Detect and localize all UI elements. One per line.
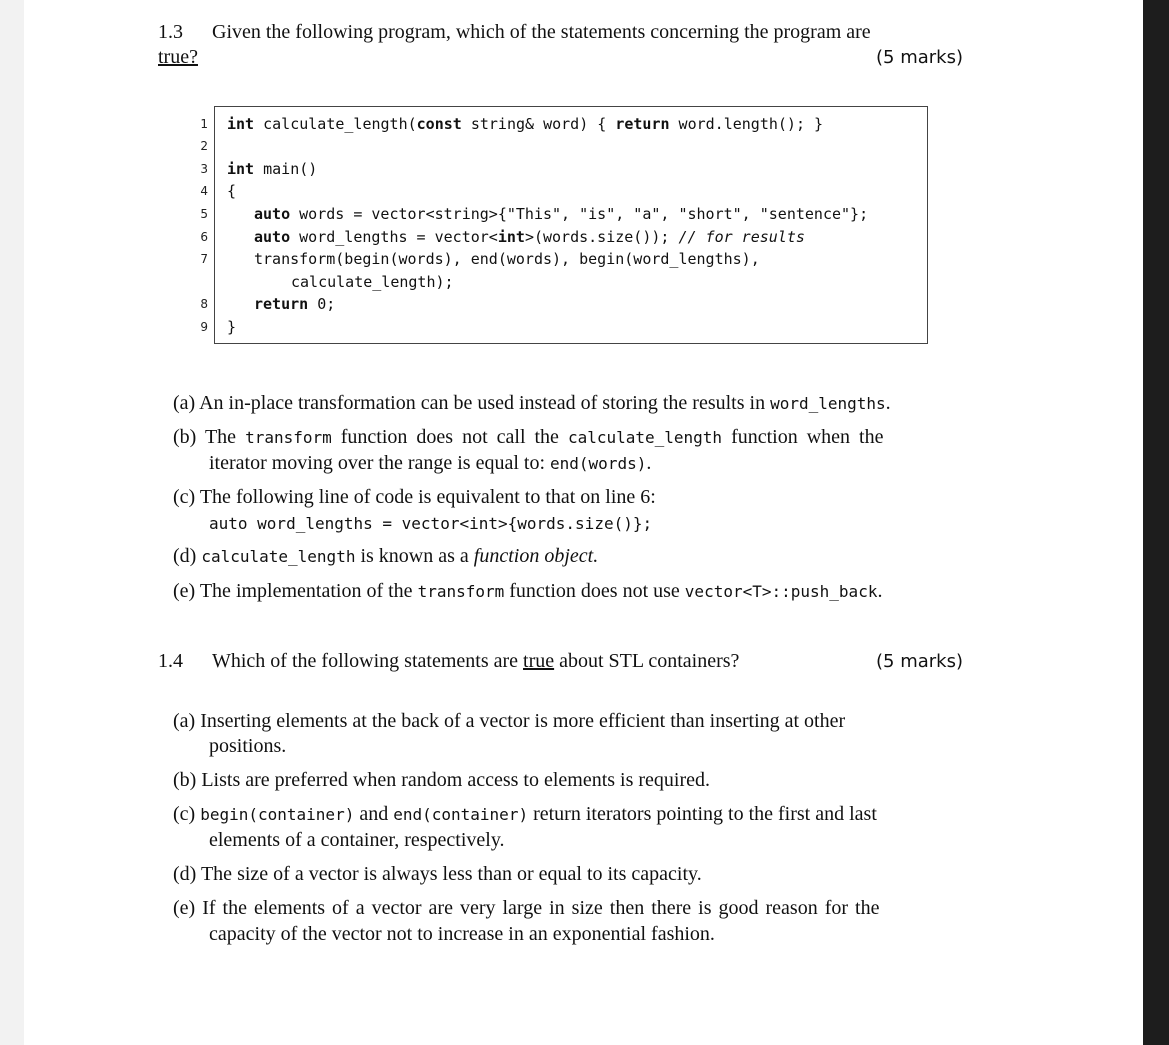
option-text: . — [646, 452, 652, 474]
line-number: 9 — [200, 320, 208, 334]
code-line-1 — [227, 115, 823, 133]
option-code: word_lengths — [770, 394, 886, 413]
option-text: function does not call the — [340, 426, 559, 448]
question-1-3-text: Given the following program, which of the statements concerning the program are — [212, 21, 871, 43]
viewer-right-scrollbar-track[interactable] — [1143, 0, 1169, 1045]
q14-option-b — [173, 769, 710, 792]
question-true: true — [523, 650, 555, 672]
option-label: (a) — [173, 710, 196, 732]
question-1-4-marks: (5 marks) — [876, 651, 963, 672]
q13-option-d — [173, 545, 598, 568]
code-line-9: } — [227, 318, 237, 336]
option-label: (d) — [173, 863, 197, 885]
option-text: An in-place transformation can be used instead of storing the results in — [199, 392, 766, 414]
q13-option-c — [173, 486, 656, 509]
q14-option-c-line2: elements of a container, respectively. — [209, 829, 505, 851]
option-text: Lists are preferred when random access to elements is required. — [201, 769, 711, 791]
viewer-left-margin — [0, 0, 24, 1045]
q14-option-d — [173, 863, 702, 886]
question-text: Which of the following statements are — [212, 650, 519, 672]
code-text: 0; — [308, 295, 336, 313]
q13-option-c-code — [209, 512, 652, 535]
q14-option-a-line2: positions. — [209, 735, 287, 757]
option-text: function does not use — [509, 580, 680, 602]
option-text: and — [359, 803, 389, 825]
keyword: return — [254, 295, 309, 313]
q13-option-e — [173, 580, 882, 603]
code-line-5 — [254, 205, 868, 223]
keyword: auto — [254, 228, 291, 246]
line-number: 6 — [200, 230, 208, 244]
q13-option-b-line2 — [209, 452, 651, 475]
keyword: int — [227, 115, 255, 133]
option-label: (e) — [173, 580, 196, 602]
code-text: word.length(); } — [669, 115, 824, 133]
code-line-4: { — [227, 182, 237, 200]
q14-option-c — [173, 803, 877, 826]
option-text: is known as a — [360, 545, 469, 567]
option-code: end(container) — [393, 805, 529, 824]
line-number: 3 — [200, 162, 208, 176]
keyword: auto — [254, 205, 291, 223]
q14-option-e-line2: capacity of the vector not to increase in an exponential fashion. — [209, 923, 715, 945]
option-text: return iterators pointing to the first and last — [533, 803, 877, 825]
option-text: The implementation of the — [199, 580, 413, 602]
q14-option-a — [173, 710, 845, 733]
option-text: function when the — [731, 426, 884, 448]
question-1-4-text — [212, 650, 739, 673]
option-label: (d) — [173, 545, 197, 567]
line-number: 5 — [200, 207, 208, 221]
keyword: return — [615, 115, 670, 133]
option-text: The size of a vector is always less than or equal to its capacity. — [200, 863, 702, 885]
q13-option-b — [173, 426, 883, 449]
code-text: string& word) { — [461, 115, 616, 133]
option-code: begin(container) — [200, 805, 355, 824]
keyword: int — [497, 228, 525, 246]
option-label: (a) — [173, 392, 196, 414]
code-text: calculate_length( — [254, 115, 417, 133]
code-line-7-continued: calculate_length); — [291, 273, 454, 291]
option-label: (b) — [173, 769, 197, 791]
q13-option-a — [173, 392, 891, 415]
option-text: If the elements of a vector are very large in size then there is good reason for the — [202, 897, 880, 919]
option-emphasis: function object. — [473, 545, 599, 567]
question-1-3-true: true? — [158, 46, 198, 68]
line-number: 2 — [200, 139, 208, 153]
q14-option-e — [173, 897, 879, 920]
option-text: . — [885, 392, 891, 414]
option-text: . — [877, 580, 883, 602]
option-code: auto word_lengths = vector<int>{words.size()}; — [209, 514, 653, 533]
code-line-8 — [254, 295, 335, 313]
code-text: main() — [254, 160, 318, 178]
line-number: 1 — [200, 117, 208, 131]
option-code: transform — [417, 582, 505, 601]
option-text: Inserting elements at the back of a vector is more efficient than inserting at other — [200, 710, 846, 732]
option-label: (b) — [173, 426, 197, 448]
option-label: (e) — [173, 897, 196, 919]
line-number: 7 — [200, 252, 208, 266]
keyword: int — [227, 160, 255, 178]
option-label: (c) — [173, 486, 196, 508]
option-text: iterator moving over the range is equal to: — [209, 452, 546, 474]
option-label: (c) — [173, 803, 196, 825]
code-text: >(words.size()); — [524, 228, 679, 246]
code-text: word_lengths = vector< — [290, 228, 498, 246]
code-line-7: transform(begin(words), end(words), begin(word_lengths), — [254, 250, 760, 268]
question-1-4-number: 1.4 — [158, 650, 183, 672]
question-1-3-marks: (5 marks) — [876, 47, 963, 68]
code-text: words = vector<string>{"This", "is", "a", "short", "sentence"}; — [290, 205, 869, 223]
option-text: The — [204, 426, 237, 448]
code-comment: // for results — [678, 228, 805, 246]
line-number: 4 — [200, 184, 208, 198]
option-code: calculate_length — [201, 547, 356, 566]
question-text: about STL containers? — [559, 650, 740, 672]
option-code: transform — [245, 428, 332, 447]
option-code: calculate_length — [567, 428, 723, 447]
code-line-6 — [254, 228, 805, 246]
option-text: The following line of code is equivalent to that on line 6: — [199, 486, 656, 508]
option-code: vector<T>::push_back — [684, 582, 878, 601]
question-1-3-number: 1.3 — [158, 21, 183, 43]
keyword: const — [416, 115, 462, 133]
code-line-3 — [227, 160, 317, 178]
option-code: end(words) — [550, 454, 647, 473]
line-number: 8 — [200, 297, 208, 311]
